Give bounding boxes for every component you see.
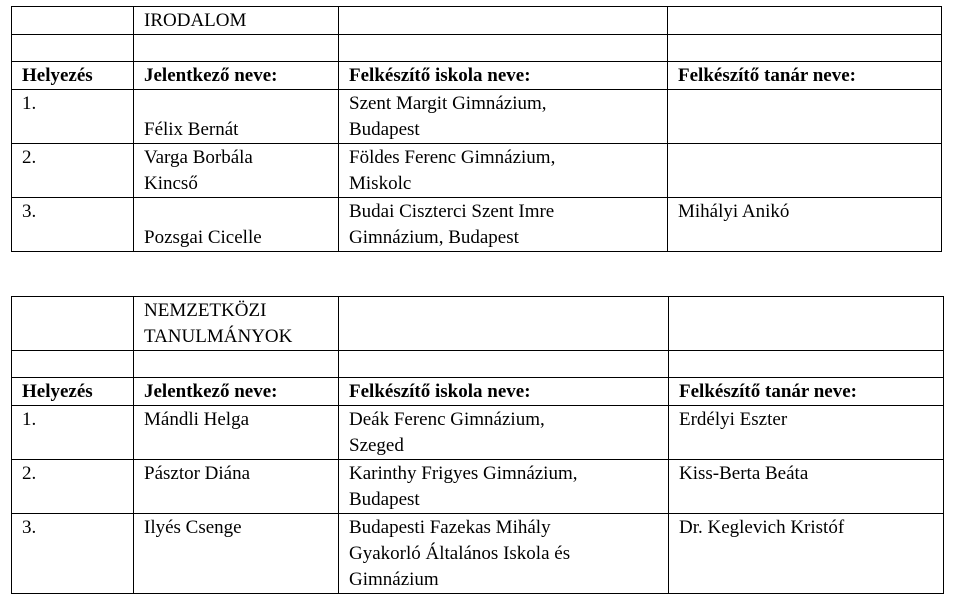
place-cell: 3.	[12, 514, 134, 594]
header-name: Jelentkező neve:	[134, 378, 339, 406]
place-cell: 2.	[12, 460, 134, 514]
header-place: Helyezés	[12, 378, 134, 406]
teacher-cell: Kiss-Berta Beáta	[669, 460, 944, 514]
name-cell: Pásztor Diána	[134, 460, 339, 514]
table-row	[12, 144, 942, 198]
header-place: Helyezés	[12, 62, 134, 90]
name-cell: Pozsgai Cicelle	[134, 198, 339, 252]
results-table-irodalom	[11, 6, 942, 252]
header-row	[12, 378, 944, 406]
header-teacher: Felkészítő tanár neve:	[668, 62, 942, 90]
table-row	[12, 460, 944, 514]
teacher-cell: Mihályi Anikó	[668, 198, 942, 252]
header-school: Felkészítő iskola neve:	[339, 62, 668, 90]
place-cell: 1.	[12, 406, 134, 460]
place-cell: 2.	[12, 144, 134, 198]
category-title: IRODALOM	[134, 7, 339, 35]
name-cell: Ilyés Csenge	[134, 514, 339, 594]
school-cell: Budapesti Fazekas Mihály Gyakorló Általános Iskola és Gimnázium	[339, 514, 669, 594]
table-row	[12, 198, 942, 252]
school-cell: Szent Margit Gimnázium, Budapest	[339, 90, 668, 144]
school-cell: Földes Ferenc Gimnázium, Miskolc	[339, 144, 668, 198]
place-cell: 3.	[12, 198, 134, 252]
table-row	[12, 406, 944, 460]
name-cell: Varga Borbála Kincső	[134, 144, 339, 198]
results-table-nemzetkozi	[11, 296, 944, 594]
teacher-cell: Erdélyi Eszter	[669, 406, 944, 460]
table-row	[12, 90, 942, 144]
name-cell: Félix Bernát	[134, 90, 339, 144]
school-cell: Karinthy Frigyes Gimnázium, Budapest	[339, 460, 669, 514]
header-row	[12, 62, 942, 90]
school-cell: Budai Ciszterci Szent Imre Gimnázium, Budapest	[339, 198, 668, 252]
category-title: NEMZETKÖZI TANULMÁNYOK	[134, 297, 339, 351]
teacher-cell	[668, 144, 942, 198]
teacher-cell	[668, 90, 942, 144]
teacher-cell: Dr. Keglevich Kristóf	[669, 514, 944, 594]
header-name: Jelentkező neve:	[134, 62, 339, 90]
school-cell: Deák Ferenc Gimnázium, Szeged	[339, 406, 669, 460]
place-cell: 1.	[12, 90, 134, 144]
table-row	[12, 514, 944, 594]
header-school: Felkészítő iskola neve:	[339, 378, 669, 406]
header-teacher: Felkészítő tanár neve:	[669, 378, 944, 406]
name-cell: Mándli Helga	[134, 406, 339, 460]
